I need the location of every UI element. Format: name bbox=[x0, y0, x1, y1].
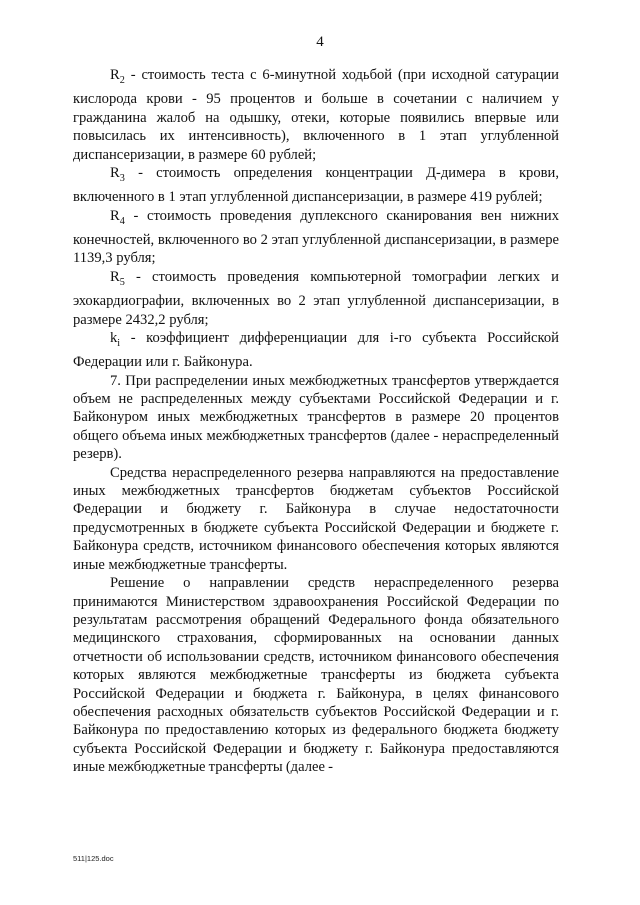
document-body bbox=[73, 66, 559, 777]
paragraph-item-7: 7. При распределении иных межбюджетных трансфертов утверждается объем не распределенных между субъектами Российской Федерации и г. Байконуром иных межбюджетных трансфертов в размере 20 процентов общего объема иных межбюджетных трансфертов (далее - нераспределенный резерв). bbox=[73, 372, 559, 463]
paragraph-ki bbox=[73, 329, 559, 372]
symbol-ki: $k_i$ bbox=[110, 329, 121, 349]
paragraph-text: - стоимость теста с 6-минутной ходьбой (при исходной сатурации кислорода крови - 95 процентов и больше в сочетании с наличием у гражданина жалоб на одышку, отеки, которые появились впервые или повысилась их интенсивность), включенного в 1 этап углубленной диспансеризации, в размере 60 рублей; bbox=[73, 67, 559, 163]
paragraph-r4 bbox=[73, 207, 559, 268]
paragraph-reserve-decision: Решение о направлении средств нераспределенного резерва принимаются Министерством здравоохранения Российской Федерации по результатам рассмотрения обращений Федерального фонда обязательного медицинского страхования, сформированных на основании данных отчетности об использовании средств, источником финансового обеспечения которых являются межбюджетные трансферты из бюджета субъекта Российской Федерации и бюджета г. Байконура, в целях финансового обеспечения расходных обязательств субъектов Российской Федерации и г. Байконура по предоставлению которых из федерального бюджета бюджету субъекта Российской Федерации и бюджету г. Байконура предоставляются иные межбюджетные трансферты (далее - bbox=[73, 575, 559, 776]
symbol-r4: $R_4$ bbox=[110, 207, 125, 227]
paragraph-r3 bbox=[73, 164, 559, 207]
paragraph-text: - стоимость определения концентрации Д-димера в крови, включенного в 1 этап углубленной диспансеризации, в размере 419 рублей; bbox=[73, 164, 559, 206]
paragraph-r5 bbox=[73, 268, 559, 329]
symbol-r3: $R_3$ bbox=[110, 164, 125, 184]
paragraph-text: - коэффициент дифференциации для i-го субъекта Российской Федерации или г. Байконура. bbox=[73, 329, 559, 371]
paragraph-text: - стоимость проведения компьютерной томографии легких и эхокардиографии, включенных во 2 этап углубленной диспансеризации, в размере 2432,2 рубля; bbox=[73, 268, 559, 328]
footer-filename: 511|125.doc bbox=[73, 854, 114, 863]
symbol-r5: $R_5$ bbox=[110, 268, 125, 288]
paragraph-text: - стоимость проведения дуплексного сканирования вен нижних конечностей, включенного во 2 этап углубленной диспансеризации, в размере 1139,3 рубля; bbox=[73, 207, 559, 267]
paragraph-r2 bbox=[73, 66, 559, 164]
symbol-r2: $R_2$ bbox=[110, 67, 125, 86]
paragraph-reserve-funds: Средства нераспределенного резерва направляются на предоставление иных межбюджетных трансфертов бюджетам субъектов Российской Федерации и бюджету г. Байконура в случае недостаточности предусмотренных в бюджете субъекта Российской Федерации и бюджете г. Байконура средств, источником финансового обеспечения которых являются иные межбюджетные трансферты. bbox=[73, 464, 559, 573]
page-number: 4 bbox=[316, 34, 324, 50]
